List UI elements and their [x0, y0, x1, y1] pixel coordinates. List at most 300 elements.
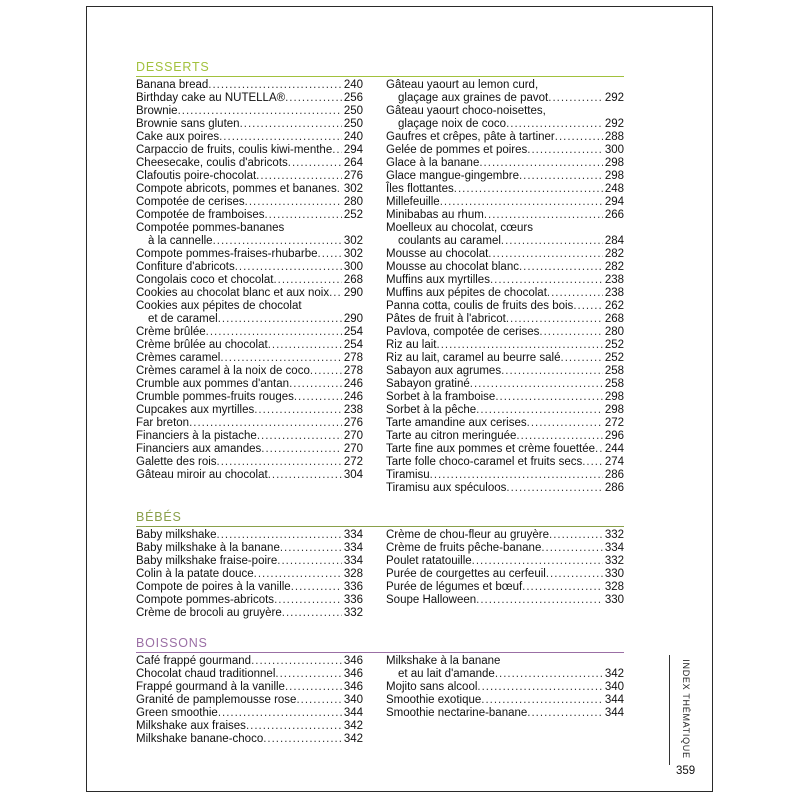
index-entry: [136, 529, 363, 542]
index-entry-name: Smoothie exotique: [386, 694, 482, 706]
index-entry-name: Milkshake banane-choco: [136, 733, 264, 745]
index-entry-page: 278: [343, 365, 363, 377]
leader-dots: [476, 594, 603, 607]
index-entry-page: 240: [343, 131, 363, 143]
index-entry: [386, 222, 624, 248]
index-entry-row: [386, 131, 624, 144]
index-entry-name: Sorbet à la framboise: [386, 391, 496, 403]
index-entry-name: et de caramel: [148, 313, 218, 325]
index-entry-page: 336: [343, 581, 363, 593]
index-entry: [136, 222, 363, 248]
index-entry-row: [136, 339, 363, 352]
leader-dots: [541, 542, 602, 555]
index-entry-row: [386, 417, 624, 430]
leader-dots: [268, 469, 342, 482]
index-entry-page: 344: [604, 694, 624, 706]
section-boissons: [136, 636, 624, 747]
index-entry: [386, 378, 624, 391]
index-entry-row: [386, 287, 624, 300]
index-entry-page: 246: [343, 378, 363, 390]
section-rule-bebes: [136, 526, 624, 527]
index-entry-row: [386, 681, 624, 694]
index-entry-row: [136, 733, 363, 746]
index-entry-row: [136, 404, 363, 417]
leader-dots: [218, 707, 342, 720]
index-entry-row: [136, 183, 363, 196]
index-entry-row: [386, 443, 624, 456]
index-entry: [386, 248, 624, 261]
index-entry: [386, 261, 624, 274]
index-entry: [386, 131, 624, 144]
leader-dots: [285, 681, 342, 694]
leader-dots: [220, 352, 341, 365]
index-entry: [136, 720, 363, 733]
page-number: 359: [676, 765, 696, 777]
index-entry-row: [136, 105, 363, 118]
index-entry-row: [136, 365, 363, 378]
index-entry-row: [136, 707, 363, 720]
index-entry-page: 246: [343, 391, 363, 403]
index-entry: [136, 248, 363, 261]
index-entry-name: Pâtes de fruit à l'abricot: [386, 313, 506, 325]
index-entry-page: 240: [343, 79, 363, 91]
index-entry-name: Sabayon gratiné: [386, 378, 470, 390]
index-entry: [386, 339, 624, 352]
leader-dots: [274, 594, 342, 607]
index-entry-page: 328: [343, 568, 363, 580]
index-entry-page: 336: [343, 594, 363, 606]
index-entry-row: [136, 555, 363, 568]
index-entry-name: et au lait d'amande: [398, 668, 495, 680]
index-entry: [136, 542, 363, 555]
index-entry-page: 244: [604, 443, 624, 455]
index-entry-row: [136, 248, 363, 261]
leader-dots: [519, 170, 603, 183]
index-entry-page: 342: [604, 668, 624, 680]
index-entry-name: Congolais coco et chocolat: [136, 274, 274, 286]
index-entry-page: 292: [604, 92, 624, 104]
index-entry-name: Confiture d'abricots: [136, 261, 235, 273]
leader-dots: [506, 313, 603, 326]
index-entry: [136, 274, 363, 287]
index-entry-name: Crèmes caramel à la noix de coco: [136, 365, 310, 377]
leader-dots: [481, 694, 603, 707]
index-entry: [136, 118, 363, 131]
leader-dots: [217, 456, 342, 469]
index-entry: [386, 417, 624, 430]
index-entry-page: 284: [604, 235, 624, 247]
index-entry-row: [386, 326, 624, 339]
index-entry-name: Gaufres et crêpes, pâte à tartiner: [386, 131, 555, 143]
index-entry-page: 292: [604, 118, 624, 130]
leader-dots: [206, 326, 342, 339]
index-entry-name: Sorbet à la pêche: [386, 404, 477, 416]
index-entry-page: 270: [343, 443, 363, 455]
leader-dots: [547, 287, 603, 300]
index-entry-row: [386, 365, 624, 378]
leader-dots: [454, 183, 603, 196]
index-entry: [136, 131, 363, 144]
index-entry-name: Muffins aux myrtilles: [386, 274, 490, 286]
index-entry-row: [386, 581, 624, 594]
index-entry-row: [136, 694, 363, 707]
index-entry-row: [136, 131, 363, 144]
index-entry-row: [136, 170, 363, 183]
index-entry: [136, 209, 363, 222]
index-entry-name: Birthday cake au NUTELLA®: [136, 92, 286, 104]
bebes-left-column: [136, 529, 363, 620]
leader-dots: [296, 694, 341, 707]
index-entry-page: 254: [343, 326, 363, 338]
leader-dots: [254, 404, 342, 417]
index-entry-page: 344: [343, 707, 363, 719]
index-entry-name: Purée de légumes et bœuf: [386, 581, 523, 593]
leader-dots: [555, 131, 603, 144]
leader-dots: [479, 157, 602, 170]
index-entry: [136, 681, 363, 694]
index-entry-row: [136, 655, 363, 668]
index-entry-row: [136, 378, 363, 391]
leader-dots: [506, 118, 603, 131]
index-entry-page: 272: [604, 417, 624, 429]
index-entry-page: 298: [604, 391, 624, 403]
index-entry: [386, 482, 624, 495]
leader-dots: [240, 118, 342, 131]
index-entry-page: 332: [343, 607, 363, 619]
index-entry-title-line: Gâteau yaourt au lemon curd,: [386, 79, 539, 91]
index-entry: [136, 170, 363, 183]
leader-dots: [291, 581, 342, 594]
leader-dots: [495, 391, 603, 404]
index-entry: [386, 105, 624, 131]
leader-dots: [573, 300, 603, 313]
leader-dots: [246, 720, 342, 733]
leader-dots: [477, 681, 602, 694]
index-entry-page: 304: [343, 469, 363, 481]
leader-dots: [288, 157, 342, 170]
index-entry: [386, 300, 624, 313]
index-entry-page: 286: [604, 469, 624, 481]
index-entry: [386, 209, 624, 222]
index-entry-row: [386, 352, 624, 365]
index-entry-name: Glace mangue-gingembre: [386, 170, 519, 182]
leader-dots: [501, 235, 603, 248]
index-entry-name: Baby milkshake à la banane: [136, 542, 280, 554]
index-entry-name: Baby milkshake: [136, 529, 217, 541]
index-entry-row: [386, 235, 624, 248]
leader-dots: [490, 274, 603, 287]
index-entry-row: [386, 430, 624, 443]
index-entry-row: [386, 391, 624, 404]
leader-dots: [273, 274, 341, 287]
index-entry-page: 282: [604, 261, 624, 273]
leader-dots: [472, 555, 603, 568]
index-entry: [386, 529, 624, 542]
index-entry-page: 252: [604, 352, 624, 364]
index-entry: [136, 607, 363, 620]
leader-dots: [539, 326, 602, 339]
index-entry-row: [136, 391, 363, 404]
index-entry-row: [386, 529, 624, 542]
index-entry-name: Crèmes caramel: [136, 352, 221, 364]
index-entry: [386, 430, 624, 443]
index-entry-row: [136, 157, 363, 170]
index-entry-page: 258: [604, 365, 624, 377]
index-entry-name: à la cannelle: [148, 235, 213, 247]
leader-dots: [484, 209, 603, 222]
leader-dots: [285, 92, 342, 105]
leader-dots: [582, 456, 603, 469]
leader-dots: [495, 668, 603, 681]
index-entry-title-line: Moelleux au chocolat, cœurs: [386, 222, 534, 234]
index-entry-name: glaçage noix de coco: [398, 118, 507, 130]
index-entry-page: 346: [343, 655, 363, 667]
side-label: [679, 659, 693, 759]
index-entry-name: Sabayon aux agrumes: [386, 365, 502, 377]
index-entry-page: 286: [604, 482, 624, 494]
index-entry: [386, 352, 624, 365]
index-entry-row: [386, 404, 624, 417]
index-entry: [136, 568, 363, 581]
side-divider: [669, 655, 670, 765]
index-entry: [386, 707, 624, 720]
leader-dots: [561, 352, 603, 365]
index-entry-name: Compote abricots, pommes et bananes: [136, 183, 337, 195]
index-entry-page: 250: [343, 105, 363, 117]
index-entry-page: 328: [604, 581, 624, 593]
index-entry-row: [136, 681, 363, 694]
leader-dots: [256, 170, 342, 183]
desserts-right-column: [386, 79, 624, 495]
index-entry-name: Financiers à la pistache: [136, 430, 257, 442]
index-entry-name: Soupe Halloween: [386, 594, 477, 606]
index-entry-name: Milkshake aux fraises: [136, 720, 246, 732]
index-entry-name: Mousse au chocolat: [386, 248, 489, 260]
index-entry-page: 262: [604, 300, 624, 312]
desserts-left-column: [136, 79, 363, 482]
index-entry-page: 258: [604, 378, 624, 390]
index-entry: [386, 456, 624, 469]
index-entry-name: Granité de pamplemousse rose: [136, 694, 297, 706]
index-entry: [386, 287, 624, 300]
index-entry-name: Green smoothie: [136, 707, 218, 719]
leader-dots: [289, 378, 342, 391]
index-entry-row: [136, 196, 363, 209]
index-entry: [136, 92, 363, 105]
index-entry-page: 302: [343, 248, 363, 260]
boissons-left-column: [136, 655, 363, 746]
index-entry-name: Tarte fine aux pommes et crème fouettée: [386, 443, 596, 455]
index-entry-page: 264: [343, 157, 363, 169]
leader-dots: [277, 555, 342, 568]
index-entry-page: 342: [343, 720, 363, 732]
index-entry: [136, 339, 363, 352]
index-entry-name: Galette des rois: [136, 456, 217, 468]
index-entry: [386, 443, 624, 456]
index-entry-name: Riz au lait, caramel au beurre salé: [386, 352, 561, 364]
index-entry-row: [386, 594, 624, 607]
index-entry: [136, 391, 363, 404]
index-entry-row: [136, 594, 363, 607]
index-entry-name: Crème de fruits pêche-banane: [386, 542, 542, 554]
index-entry-page: 296: [604, 430, 624, 442]
index-entry-page: 290: [343, 313, 363, 325]
leader-dots: [516, 430, 602, 443]
index-entry: [386, 555, 624, 568]
leader-dots: [430, 469, 603, 482]
index-entry-page: 288: [604, 131, 624, 143]
index-entry-row: [136, 668, 363, 681]
index-entry: [136, 196, 363, 209]
index-entry: [386, 469, 624, 482]
index-entry-name: Crumble aux pommes d'antan: [136, 378, 290, 390]
leader-dots: [189, 417, 342, 430]
index-entry-page: 340: [343, 694, 363, 706]
index-entry-name: Compote de poires à la vanille: [136, 581, 291, 593]
index-entry-name: Poulet ratatouille: [386, 555, 472, 567]
index-entry-name: Mojito sans alcool: [386, 681, 478, 693]
index-entry: [386, 568, 624, 581]
index-entry-page: 302: [343, 183, 363, 195]
index-entry: [136, 261, 363, 274]
index-entry-page: 346: [343, 668, 363, 680]
index-entry: [136, 707, 363, 720]
index-entry-page: 334: [343, 555, 363, 567]
leader-dots: [595, 443, 603, 456]
index-entry-page: 298: [604, 404, 624, 416]
index-entry-name: Brownie sans gluten: [136, 118, 240, 130]
index-entry-row: [136, 720, 363, 733]
index-entry-name: glaçage aux graines de pavot: [398, 92, 549, 104]
index-entry-row: [386, 313, 624, 326]
index-entry-name: Cheesecake, coulis d'abricots: [136, 157, 288, 169]
index-entry-row: [136, 92, 363, 105]
index-entry-name: Compotée de cerises: [136, 196, 245, 208]
index-entry-page: 282: [604, 248, 624, 260]
index-entry: [136, 326, 363, 339]
index-entry-row: [136, 313, 363, 326]
leader-dots: [257, 430, 342, 443]
index-entry-name: Mousse au chocolat blanc: [386, 261, 519, 273]
index-entry-row: [136, 456, 363, 469]
index-entry-page: 340: [604, 681, 624, 693]
index-entry-row: [136, 352, 363, 365]
index-entry-row: [136, 417, 363, 430]
index-entry-page: 274: [604, 456, 624, 468]
index-entry: [136, 594, 363, 607]
index-entry: [386, 196, 624, 209]
leader-dots: [470, 378, 603, 391]
index-entry: [136, 668, 363, 681]
index-entry: [136, 417, 363, 430]
index-entry-name: Tiramisu: [386, 469, 430, 481]
index-entry-name: Glace à la banane: [386, 157, 480, 169]
index-entry: [386, 681, 624, 694]
index-entry-page: 346: [343, 681, 363, 693]
leader-dots: [437, 339, 603, 352]
index-entry-page: 270: [343, 430, 363, 442]
index-entry-row: [386, 694, 624, 707]
index-entry-name: Compote pommes-fraises-rhubarbe: [136, 248, 318, 260]
index-entry-name: Smoothie nectarine-banane: [386, 707, 528, 719]
index-entry-page: 276: [343, 170, 363, 182]
leader-dots: [268, 339, 342, 352]
index-entry-row: [136, 443, 363, 456]
leader-dots: [280, 542, 342, 555]
index-entry: [136, 157, 363, 170]
index-entry-title-line: Compotée pommes-bananes: [136, 222, 285, 234]
index-entry: [386, 404, 624, 417]
index-entry-row: [386, 92, 624, 105]
index-entry-name: Compotée de framboises: [136, 209, 265, 221]
index-entry: [136, 105, 363, 118]
index-entry-row: [136, 274, 363, 287]
index-entry-name: Brownie: [136, 105, 178, 117]
index-entry-name: Minibabas au rhum: [386, 209, 484, 221]
index-entry-page: 334: [343, 542, 363, 554]
index-entry-page: 268: [604, 313, 624, 325]
leader-dots: [178, 105, 342, 118]
index-entry-page: 238: [604, 274, 624, 286]
index-entry-page: 256: [343, 92, 363, 104]
index-entry-page: 294: [604, 196, 624, 208]
index-entry-name: Cookies au chocolat blanc et aux noix: [136, 287, 330, 299]
index-entry-page: 330: [604, 568, 624, 580]
leader-dots: [218, 313, 342, 326]
index-entry-name: Compote pommes-abricots: [136, 594, 275, 606]
leader-dots: [261, 443, 342, 456]
index-entry-name: Panna cotta, coulis de fruits des bois: [386, 300, 574, 312]
index-entry: [386, 79, 624, 105]
index-entry-page: 280: [604, 326, 624, 338]
leader-dots: [251, 655, 342, 668]
index-entry-row: [386, 300, 624, 313]
index-entry-row: [386, 668, 624, 681]
index-entry-page: 334: [343, 529, 363, 541]
index-entry-name: Crème de chou-fleur au gruyère: [386, 529, 549, 541]
index-entry-row: [386, 196, 624, 209]
index-entry-name: Crème de brocoli au gruyère: [136, 607, 282, 619]
index-entry-page: 238: [604, 287, 624, 299]
index-entry-row: [386, 482, 624, 495]
index-entry-row: [386, 144, 624, 157]
index-entry-row: [386, 378, 624, 391]
leader-dots: [245, 196, 342, 209]
leader-dots: [235, 261, 342, 274]
boissons-right-column: [386, 655, 624, 720]
index-entry-page: 300: [604, 144, 624, 156]
index-entry-row: [386, 555, 624, 568]
index-entry-title-line: Gâteau yaourt choco-noisettes,: [386, 105, 546, 117]
leader-dots: [332, 144, 342, 157]
index-entry: [136, 144, 363, 157]
leader-dots: [527, 417, 603, 430]
section-desserts: [136, 60, 624, 494]
index-entry-row: [386, 469, 624, 482]
index-entry-row: [386, 157, 624, 170]
index-entry: [136, 555, 363, 568]
index-entry-page: 298: [604, 170, 624, 182]
index-entry: [386, 183, 624, 196]
index-entry-page: 268: [343, 274, 363, 286]
index-entry-name: Financiers aux amandes: [136, 443, 262, 455]
index-entry-name: Frappé gourmand à la vanille: [136, 681, 285, 693]
leader-dots: [522, 581, 603, 594]
index-entry-page: 332: [604, 555, 624, 567]
index-entry-row: [386, 248, 624, 261]
index-entry-page: 280: [343, 196, 363, 208]
index-entry-row: [136, 118, 363, 131]
